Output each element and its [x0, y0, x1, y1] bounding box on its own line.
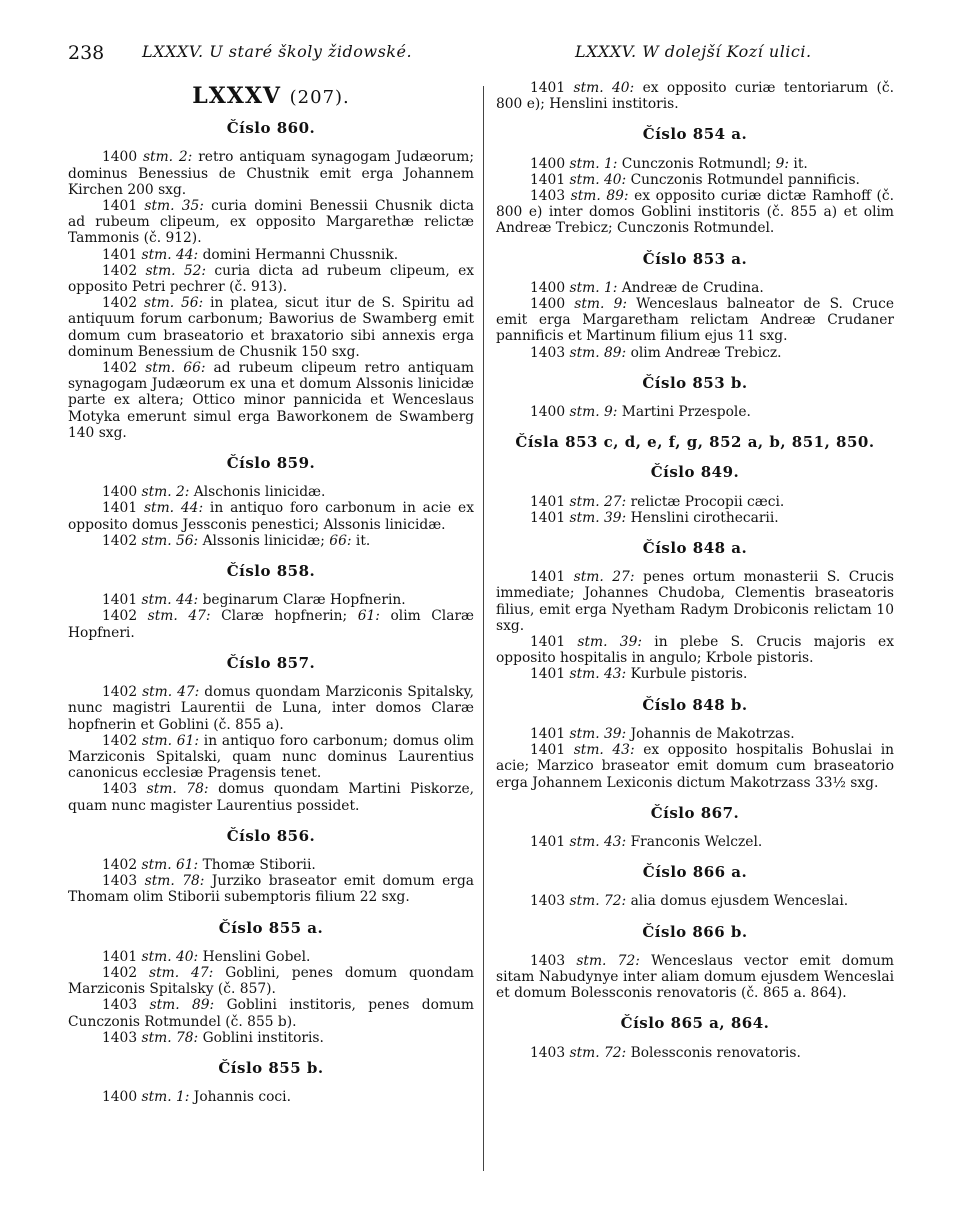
- section: [496, 805, 894, 850]
- entry: 1402 stm. 47: Goblini, penes domum quondam Marziconis Spitalsky (č. 857).: [68, 964, 475, 998]
- section: [496, 434, 894, 450]
- section: [68, 828, 474, 906]
- entry: 1403 stm. 78: Jurziko braseator emit domum erga Thomam olim Stiborii subemptoris filium 22 sxg.: [68, 873, 475, 906]
- section-heading: Číslo 866 b.: [642, 922, 748, 941]
- section-heading: Čísla 853 c, d, e, f, g, 852 a, b, 851, 850.: [515, 433, 875, 452]
- entry: 1401 stm. 39: Henslini cirothecarii.: [530, 509, 779, 526]
- chapter-title-roman: LXXXV: [192, 83, 281, 109]
- entry: 1401 stm. 44: in antiquo foro carbonum in acie ex opposito domus Jessconis penestici; Alssonis linicidæ.: [68, 500, 474, 533]
- entry: 1402 stm. 61: in antiquo foro carbonum; domus olim Marziconis Spitalski, quam nunc dominus Laurentius canonicus ecclesiæ Pragensis tenet.: [68, 732, 475, 782]
- entry: 1402 stm. 47: Claræ hopfnerin; 61: olim Claræ Hopfneri.: [68, 608, 475, 641]
- section: [496, 864, 894, 909]
- entry: 1403 stm. 72: alia domus ejusdem Wenceslai.: [530, 893, 849, 910]
- entry: 1401 stm. 39: in plebe S. Crucis majoris ex opposito hospitalis in angulo; Krbole pistoris.: [496, 634, 894, 667]
- section-heading: Číslo 859.: [226, 454, 316, 473]
- entry: 1402 stm. 47: domus quondam Marziconis Spitalsky, nunc magistri Laurentii de Luna, inter domos Claræ hopfnerin et Goblini (č. 855 a).: [68, 684, 475, 733]
- entry: 1402 stm. 56: Alssonis linicidæ; 66: it.: [102, 532, 371, 549]
- entry: 1401 stm. 35: curia domini Benessii Chusnik dicta ad rubeum clipeum, ex opposito Margarethæ relictæ Tammonis (č. 912).: [68, 198, 475, 247]
- entry: 1403 stm. 78: Goblini institoris.: [102, 1029, 324, 1046]
- section-heading: Číslo 866 a.: [642, 863, 748, 882]
- entry: 1401 stm. 40: Henslini Gobel.: [102, 948, 311, 965]
- entry: 1401 stm. 43: ex opposito hospitalis Bohuslai in acie; Marzico braseator emit domum cum braseatorio erga Johannem Lexiconis dictum Makotrzass 33½ sxg.: [496, 742, 895, 791]
- chapter-title: [68, 83, 474, 109]
- entry: 1402 stm. 52: curia dicta ad rubeum clipeum, ex opposito Petri pechrer (č. 913).: [68, 262, 475, 296]
- entry: 1401 stm. 39: Johannis de Makotrzas.: [530, 725, 795, 742]
- entry: 1400 stm. 2: retro antiquam synagogam Judæorum; dominus Benessius de Chustnik emit erga Johannem Kirchen 200 sxg.: [68, 149, 475, 198]
- section-heading: Číslo 855 a.: [218, 918, 324, 937]
- entry: 1401 stm. 43: Kurbule pistoris.: [530, 666, 748, 683]
- entry: 1401 stm. 44: beginarum Claræ Hopfnerin.: [102, 592, 406, 609]
- running-header-left: LXXXV. U staré školy židowské.: [142, 42, 413, 61]
- section-heading: Číslo 858.: [226, 562, 316, 581]
- section-heading: Číslo 848 b.: [642, 695, 748, 714]
- entry: 1401 stm. 40: ex opposito curiæ tentoriarum (č. 800 e); Henslini institoris.: [496, 80, 894, 113]
- section-heading: Číslo 865 a, 864.: [620, 1014, 770, 1033]
- section-heading: Číslo 867.: [650, 803, 740, 822]
- section: [68, 655, 474, 814]
- entry: 1401 stm. 27: penes ortum monasterii S. Crucis immediate; Johannes Chudoba, Clementis braseatoris filius, emit erga Nyetham Radym Drobiconis relictam 10 sxg.: [496, 569, 895, 634]
- section-heading: Číslo 853 b.: [642, 373, 748, 392]
- entry: 1403 stm. 89: ex opposito curiæ dictæ Ramhoff (č. 800 e) inter domos Goblini institoris (č. 855 a) et olim Andreæ Trebicz; Cunczonis Rotmundel.: [496, 188, 894, 237]
- entry: 1403 stm. 89: Goblini institoris, penes domum Cunczonis Rotmundel (č. 855 b).: [68, 997, 474, 1030]
- entry: 1403 stm. 72: Wenceslaus vector emit domum sitam Nabudynye inter aliam domum ejusdem Wenceslai et domum Bolessconis renovatoris (č. 865 a. 864).: [496, 952, 894, 1002]
- right-sections: [496, 126, 894, 1060]
- section: [68, 1060, 474, 1105]
- section: [68, 455, 474, 549]
- entry: 1401 stm. 27: relictæ Procopii cæci.: [530, 493, 785, 510]
- section: [496, 464, 894, 526]
- section: [496, 375, 894, 420]
- section-heading: Číslo 853 a.: [642, 249, 748, 268]
- left-sections: [68, 120, 474, 1105]
- entry: 1400 stm. 1: Cunczonis Rotmundl; 9: it.: [530, 155, 808, 172]
- entry: 1403 stm. 78: domus quondam Martini Piskorze, quam nunc magister Laurentius possidet.: [68, 781, 475, 814]
- section-heading: Číslo 848 a.: [642, 539, 748, 558]
- entry: 1400 stm. 1: Andreæ de Crudina.: [530, 279, 764, 296]
- entry: 1400 stm. 2: Alschonis linicidæ.: [102, 484, 326, 501]
- entry: 1400 stm. 9: Martini Przespole.: [530, 404, 751, 421]
- section-heading: Číslo 854 a.: [642, 125, 748, 144]
- running-header-right: LXXXV. W dolejší Kozí ulici.: [575, 42, 812, 61]
- section: [496, 251, 894, 361]
- section-heading: Číslo 856.: [226, 826, 316, 845]
- section-heading: Číslo 855 b.: [218, 1058, 324, 1077]
- entry: 1400 stm. 1: Johannis coci.: [102, 1089, 291, 1106]
- section-heading: Číslo 860.: [226, 119, 316, 138]
- entry: 1403 stm. 89: olim Andreæ Trebicz.: [530, 344, 782, 361]
- section: [68, 563, 474, 641]
- entry: 1401 stm. 44: domini Hermanni Chussnik.: [102, 246, 399, 263]
- section: [496, 924, 894, 1002]
- section: [496, 540, 894, 683]
- entry: 1403 stm. 72: Bolessconis renovatoris.: [530, 1044, 801, 1061]
- section: [68, 120, 474, 441]
- entry: 1402 stm. 61: Thomæ Stiborii.: [102, 856, 316, 873]
- section: [496, 1015, 894, 1060]
- chapter-title-number: (207).: [289, 87, 350, 108]
- section: [68, 920, 474, 1046]
- entry: 1401 stm. 43: Franconis Welczel.: [530, 833, 763, 850]
- section: [496, 126, 894, 236]
- entry: 1401 stm. 40: Cunczonis Rotmundel pannificis.: [530, 171, 860, 188]
- page-number: 238: [68, 42, 105, 64]
- entry: 1400 stm. 9: Wenceslaus balneator de S. Cruce emit erga Margaretham relictam Andreæ Crudaner pannificis et Martinum filium ejus 11 sxg.: [496, 296, 895, 345]
- section-heading: Číslo 857.: [226, 653, 316, 672]
- column-divider: [483, 86, 484, 1171]
- left-column: [68, 80, 474, 1105]
- entry: 1402 stm. 56: in platea, sicut itur de S. Spiritu ad antiquum forum carbonum; Baworius de Swamberg emit domum cum braseatorio et braxatorio sibi annexis erga dominum Benessium de Chusnik 150 sxg.: [68, 295, 474, 360]
- section-heading: Číslo 849.: [650, 463, 740, 482]
- entry: 1402 stm. 66: ad rubeum clipeum retro antiquam synagogam Judæorum ex una et domum Alssonis linicidæ parte ex altera; Ottico minor pannicida et Wenceslaus Motyka emerunt simul erga Baworkonem de Swamberg 140 sxg.: [68, 360, 474, 441]
- right-column: [496, 80, 894, 1061]
- section: [496, 697, 894, 791]
